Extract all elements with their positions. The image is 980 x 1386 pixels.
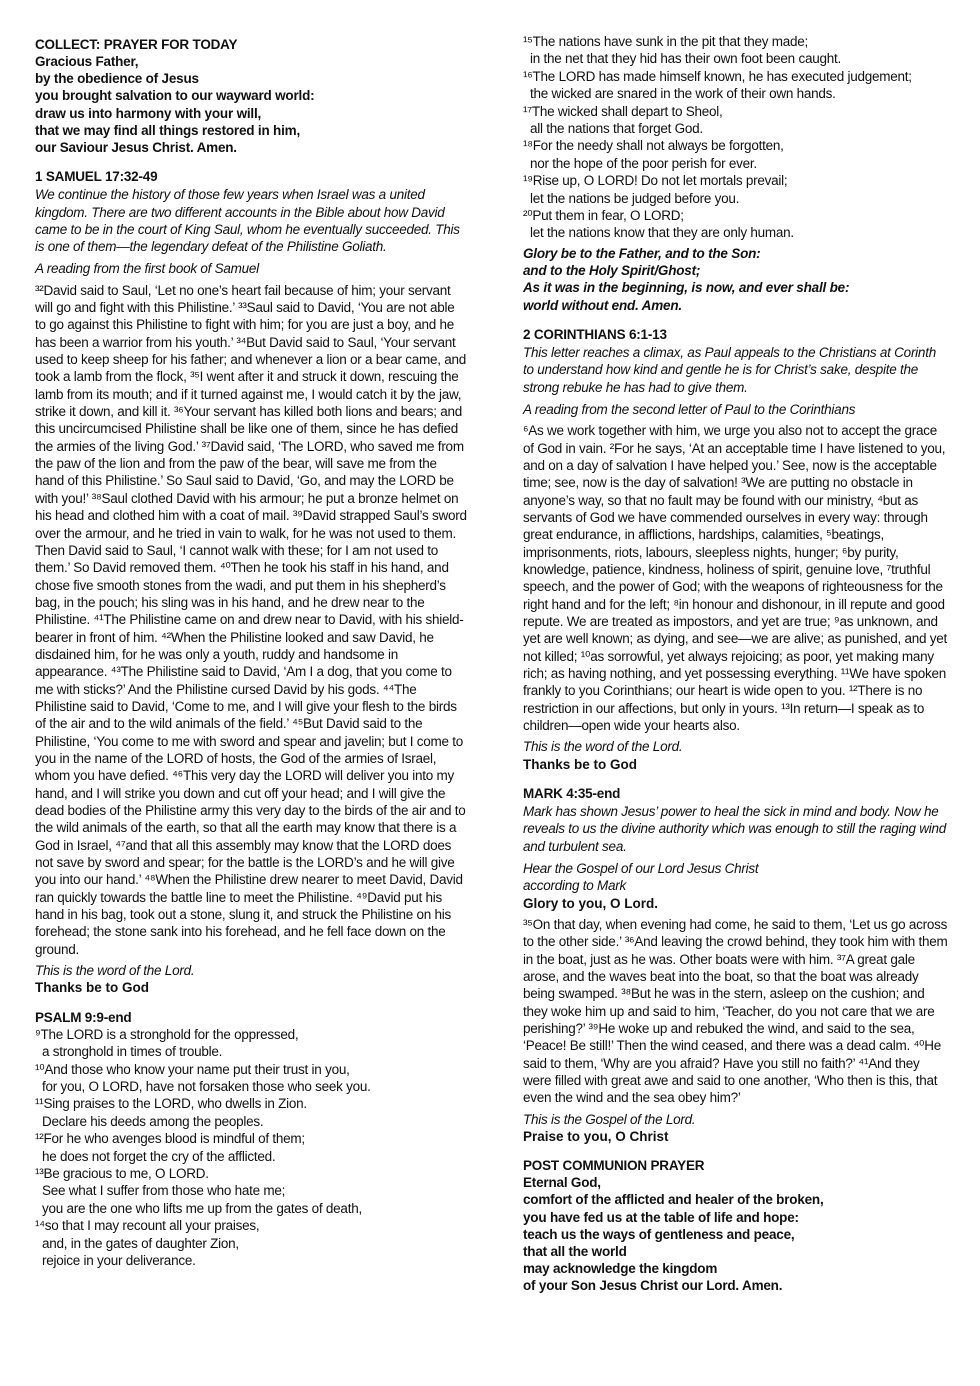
mark-heading: MARK 4:35-end	[523, 786, 621, 802]
psalm-verse: nor the hope of the poor perish for ever.	[530, 155, 757, 171]
samuel-intro: We continue the history of those few years when Israel was a united kingdom. There are two different accounts in the Bible about how David came to be in the court of King Saul, whom he eventually succeeded. This is one of them—the legendary defeat of the Philistine Goliath.	[35, 187, 460, 255]
psalm-verse: a stronghold in times of trouble.	[42, 1044, 223, 1060]
psalm-verse: ¹⁴so that I may recount all your praises,	[35, 1218, 260, 1234]
psalm-verse: ²⁰Put them in fear, O LORD;	[523, 208, 684, 224]
psalm-verse: all the nations that forget God.	[530, 121, 703, 137]
psalm-verse: in the net that they hid has their own foot been caught.	[530, 51, 841, 67]
psalm-verse: the wicked are snared in the work of their own hands.	[530, 86, 836, 102]
psalm-verse: ¹⁶The LORD has made himself known, he has executed judgement;	[523, 68, 912, 84]
psalm-verse: ¹⁷The wicked shall depart to Sheol,	[523, 103, 723, 119]
right-column	[523, 33, 950, 1307]
corinthians-heading: 2 CORINTHIANS 6:1-13	[523, 327, 667, 343]
psalm-verse: for you, O LORD, have not forsaken those who seek you.	[42, 1078, 371, 1094]
left-column	[35, 36, 467, 1281]
collect-heading: COLLECT: PRAYER FOR TODAY	[35, 37, 238, 52]
samuel-section	[35, 168, 467, 996]
post-communion-line: comfort of the afflicted and healer of the broken,	[523, 1192, 824, 1208]
psalm-heading: PSALM 9:9-end	[35, 1009, 132, 1025]
samuel-reading-intro: A reading from the first book of Samuel	[35, 261, 259, 277]
mark-section	[523, 785, 950, 1145]
mark-text: ³⁵On that day, when evening had come, he said to them, ‘Let us go across to the other side.’ ³⁶And leaving the crowd behind, they took him with them in the boat, just as he was. Other boats were with him. ³⁷A great gale arose, and the waves beat into the boat, so that the boat was already being swamped. ³⁸But he was in the stern, asleep on the cushion; and they woke him up and said to him, ‘Teacher, do you not care that we are perishing?’ ³⁹He woke up and rebuked the wind, and said to the sea, ‘Peace! Be still!’ Then the wind ceased, and there was a dead calm. ⁴⁰He said to them, ‘Why are you afraid? Have you still no faith?’ ⁴¹And they were filled with great awe and said to one another, ‘Who then is this, that even the wind and the sea obey him?’	[523, 916, 948, 1106]
psalm-verse: See what I suffer from those who hate me;	[42, 1183, 286, 1199]
collect-line: that we may find all things restored in him,	[35, 122, 300, 138]
psalm-verse: ¹²For he who avenges blood is mindful of them;	[35, 1131, 305, 1147]
post-communion-heading: POST COMMUNION PRAYER	[523, 1158, 705, 1174]
psalm-verse: ¹³Be gracious to me, O LORD.	[35, 1165, 209, 1181]
collect-line: draw us into harmony with your will,	[35, 105, 262, 121]
post-communion-line: you have fed us at the table of life and hope:	[523, 1209, 799, 1225]
psalm-verse: Declare his deeds among the peoples.	[42, 1113, 264, 1129]
corinthians-reading-intro: A reading from the second letter of Paul to the Corinthians	[523, 401, 856, 417]
collect-line: Gracious Father,	[35, 54, 139, 69]
psalm-verse: ¹⁰And those who know your name put their trust in you,	[35, 1061, 350, 1077]
psalm-verse: you are the one who lifts me up from the gates of death,	[42, 1200, 362, 1216]
corinthians-word: This is the word of the Lord.	[523, 739, 683, 755]
gloria-line: Glory be to the Father, and to the Son:	[523, 245, 761, 261]
psalm-verse: ¹⁸For the needy shall not always be forgotten,	[523, 138, 784, 154]
corinthians-response: Thanks be to God	[523, 756, 638, 772]
samuel-heading: 1 SAMUEL 17:32-49	[35, 169, 158, 185]
post-communion-section	[523, 1157, 950, 1294]
post-communion-line: of your Son Jesus Christ our Lord. Amen.	[523, 1278, 783, 1294]
samuel-word: This is the word of the Lord.	[35, 963, 195, 979]
post-communion-line: may acknowledge the kingdom	[523, 1261, 718, 1277]
collect-line: you brought salvation to our wayward world:	[35, 88, 315, 104]
collect-section	[35, 36, 467, 156]
corinthians-text: ⁶As we work together with him, we urge you also not to accept the grace of God in vain. ²For he says, ‘At an acceptable time I have listened to you, and on a day of salvation I have helped you.’ See, now is the acceptable time; see, now is the day of salvation! ³We are putting no obstacle in anyone’s way, so that no fault may be found with our ministry, ⁴but as servants of God we have commended ourselves in every way: through great endurance, in afflictions, hardships, calamities, ⁵beatings, imprisonments, riots, labours, sleepless nights, hunger; ⁶by purity, knowledge, patience, kindness, holiness of spirit, genuine love, ⁷truthful speech, and the power of God; with the weapons of righteousness for the right hand and for the left; ⁸in honour and dishonour, in ill repute and good repute. We are treated as impostors, and yet are true; ⁹as unknown, and yet are well known; as dying, and see—we are alive; as punished, and yet not killed; ¹⁰as sorrowful, yet always rejoicing; as poor, yet making many rich; as having nothing, and yet possessing everything. ¹¹We have spoken frankly to you Corinthians; our heart is wide open to you. ¹²There is no restriction in our affections, but only in yours. ¹³In return—I speak as to children—open wide your hearts also.	[523, 423, 948, 734]
psalm-verse: ¹⁵The nations have sunk in the pit that they made;	[523, 34, 809, 49]
gloria-line: As it was in the beginning, is now, and ever shall be:	[523, 280, 850, 296]
mark-gospel-intro: Hear the Gospel of our Lord Jesus Christ	[523, 860, 759, 876]
samuel-response: Thanks be to God	[35, 980, 150, 996]
mark-gospel-response: Glory to you, O Lord.	[523, 895, 658, 911]
psalm-verse: let the nations know that they are only human.	[530, 225, 794, 241]
collect-line: our Saviour Jesus Christ. Amen.	[35, 140, 237, 156]
corinthians-section	[523, 326, 950, 773]
post-communion-line: that all the world	[523, 1244, 627, 1259]
psalm-section-left	[35, 1009, 467, 1270]
samuel-text: ³²David said to Saul, ‘Let no one’s heart fail because of him; your servant will go and fight with this Philistine.’ ³³Saul said to David, ‘You are not able to go against this Philistine to fight with him; for you are just a boy, and he has been a warrior from his youth.’ ³⁴But David said to Saul, ‘Your servant used to keep sheep for his father; and whenever a lion or a bear came, and took a lamb from the flock, ³⁵I went after it and struck it down, rescuing the lamb from its mouth; and if it turned against me, I would catch it by the jaw, strike it down, and kill it. ³⁶Your servant has killed both lions and bears; and this uncircumcised Philistine shall be like one of them, since he has defied the armies of the living God.’ ³⁷David said, ‘The LORD, who saved me from the paw of the lion and from the paw of the bear, will save me from the hand of this Philistine.’ So Saul said to David, ‘Go, and may the LORD be with you!’ ³⁸Saul clothed David with his armour; he put a bronze helmet on his head and clothed him with a coat of mail. ³⁹David strapped Saul’s sword over the armour, and he tried in vain to walk, for he was not used to them. Then David said to Saul, ‘I cannot walk with these; for I am not used to them.’ So David removed them. ⁴⁰Then he took his staff in his hand, and chose five smooth stones from the wadi, and put them in his shepherd’s bag, in the pouch; his sling was in his hand, and he drew near to the Philistine. ⁴¹The Philistine came on and drew near to David, with his shield-bearer in front of him. ⁴²When the Philistine looked and saw David, he disdained him, for he was only a youth, ruddy and handsome in appearance. ⁴³The Philistine said to David, ‘Am I a dog, that you come to me with sticks?’ And the Philistine cursed David by his gods. ⁴⁴The Philistine said to David, ‘Come to me, and I will give your flesh to the birds of the air and to the wild animals of the field.’ ⁴⁵But David said to the Philistine, ‘You come to me with sword and spear and javelin; but I come to you in the name of the LORD of hosts, the God of the armies of Israel, whom you have defied. ⁴⁶This very day the LORD will deliver you into my hand, and I will strike you down and cut off your head; and I will give the dead bodies of the Philistine army this very day to the birds of the air and to the wild animals of the earth, so that all the earth may know that there is a God in Israel, ⁴⁷and that all this assembly may know that the LORD does not save by sword and spear; for the battle is the LORD’s and he will give you into our hand.’ ⁴⁸When the Philistine drew nearer to meet David, David ran quickly towards the battle line to meet the Philistine. ⁴⁹David put his hand in his bag, took out a stone, slung it, and struck the Philistine on his forehead; the stone sank into his forehead, and he fell face down on the ground.	[35, 282, 467, 957]
mark-gospel-intro: according to Mark	[523, 878, 627, 894]
mark-intro: Mark has shown Jesus’ power to heal the sick in mind and body. Now he reveals to us the divine authority which was enough to still the raging wind and turbulent sea.	[523, 804, 946, 854]
psalm-section-right	[523, 33, 950, 314]
psalm-verse: ⁹The LORD is a stronghold for the oppressed,	[35, 1026, 299, 1042]
gloria-line: world without end. Amen.	[523, 297, 682, 313]
psalm-verse: rejoice in your deliverance.	[42, 1252, 196, 1268]
mark-response: Praise to you, O Christ	[523, 1128, 669, 1144]
psalm-verse: ¹⁹Rise up, O LORD! Do not let mortals prevail;	[523, 173, 788, 189]
corinthians-intro: This letter reaches a climax, as Paul appeals to the Christians at Corinth to understand how kind and gentle he is for Christ’s sake, despite the strong rebuke he has had to give them.	[523, 345, 936, 395]
collect-line: by the obedience of Jesus	[35, 71, 199, 87]
gloria-line: and to the Holy Spirit/Ghost;	[523, 263, 701, 279]
psalm-verse: and, in the gates of daughter Zion,	[42, 1235, 239, 1251]
psalm-verse: ¹¹Sing praises to the LORD, who dwells in Zion.	[35, 1096, 307, 1112]
mark-word: This is the Gospel of the Lord.	[523, 1111, 696, 1127]
psalm-verse: let the nations be judged before you.	[530, 190, 740, 206]
post-communion-line: Eternal God,	[523, 1175, 601, 1191]
psalm-verse: he does not forget the cry of the afflicted.	[42, 1148, 276, 1164]
post-communion-line: teach us the ways of gentleness and peace,	[523, 1226, 795, 1242]
